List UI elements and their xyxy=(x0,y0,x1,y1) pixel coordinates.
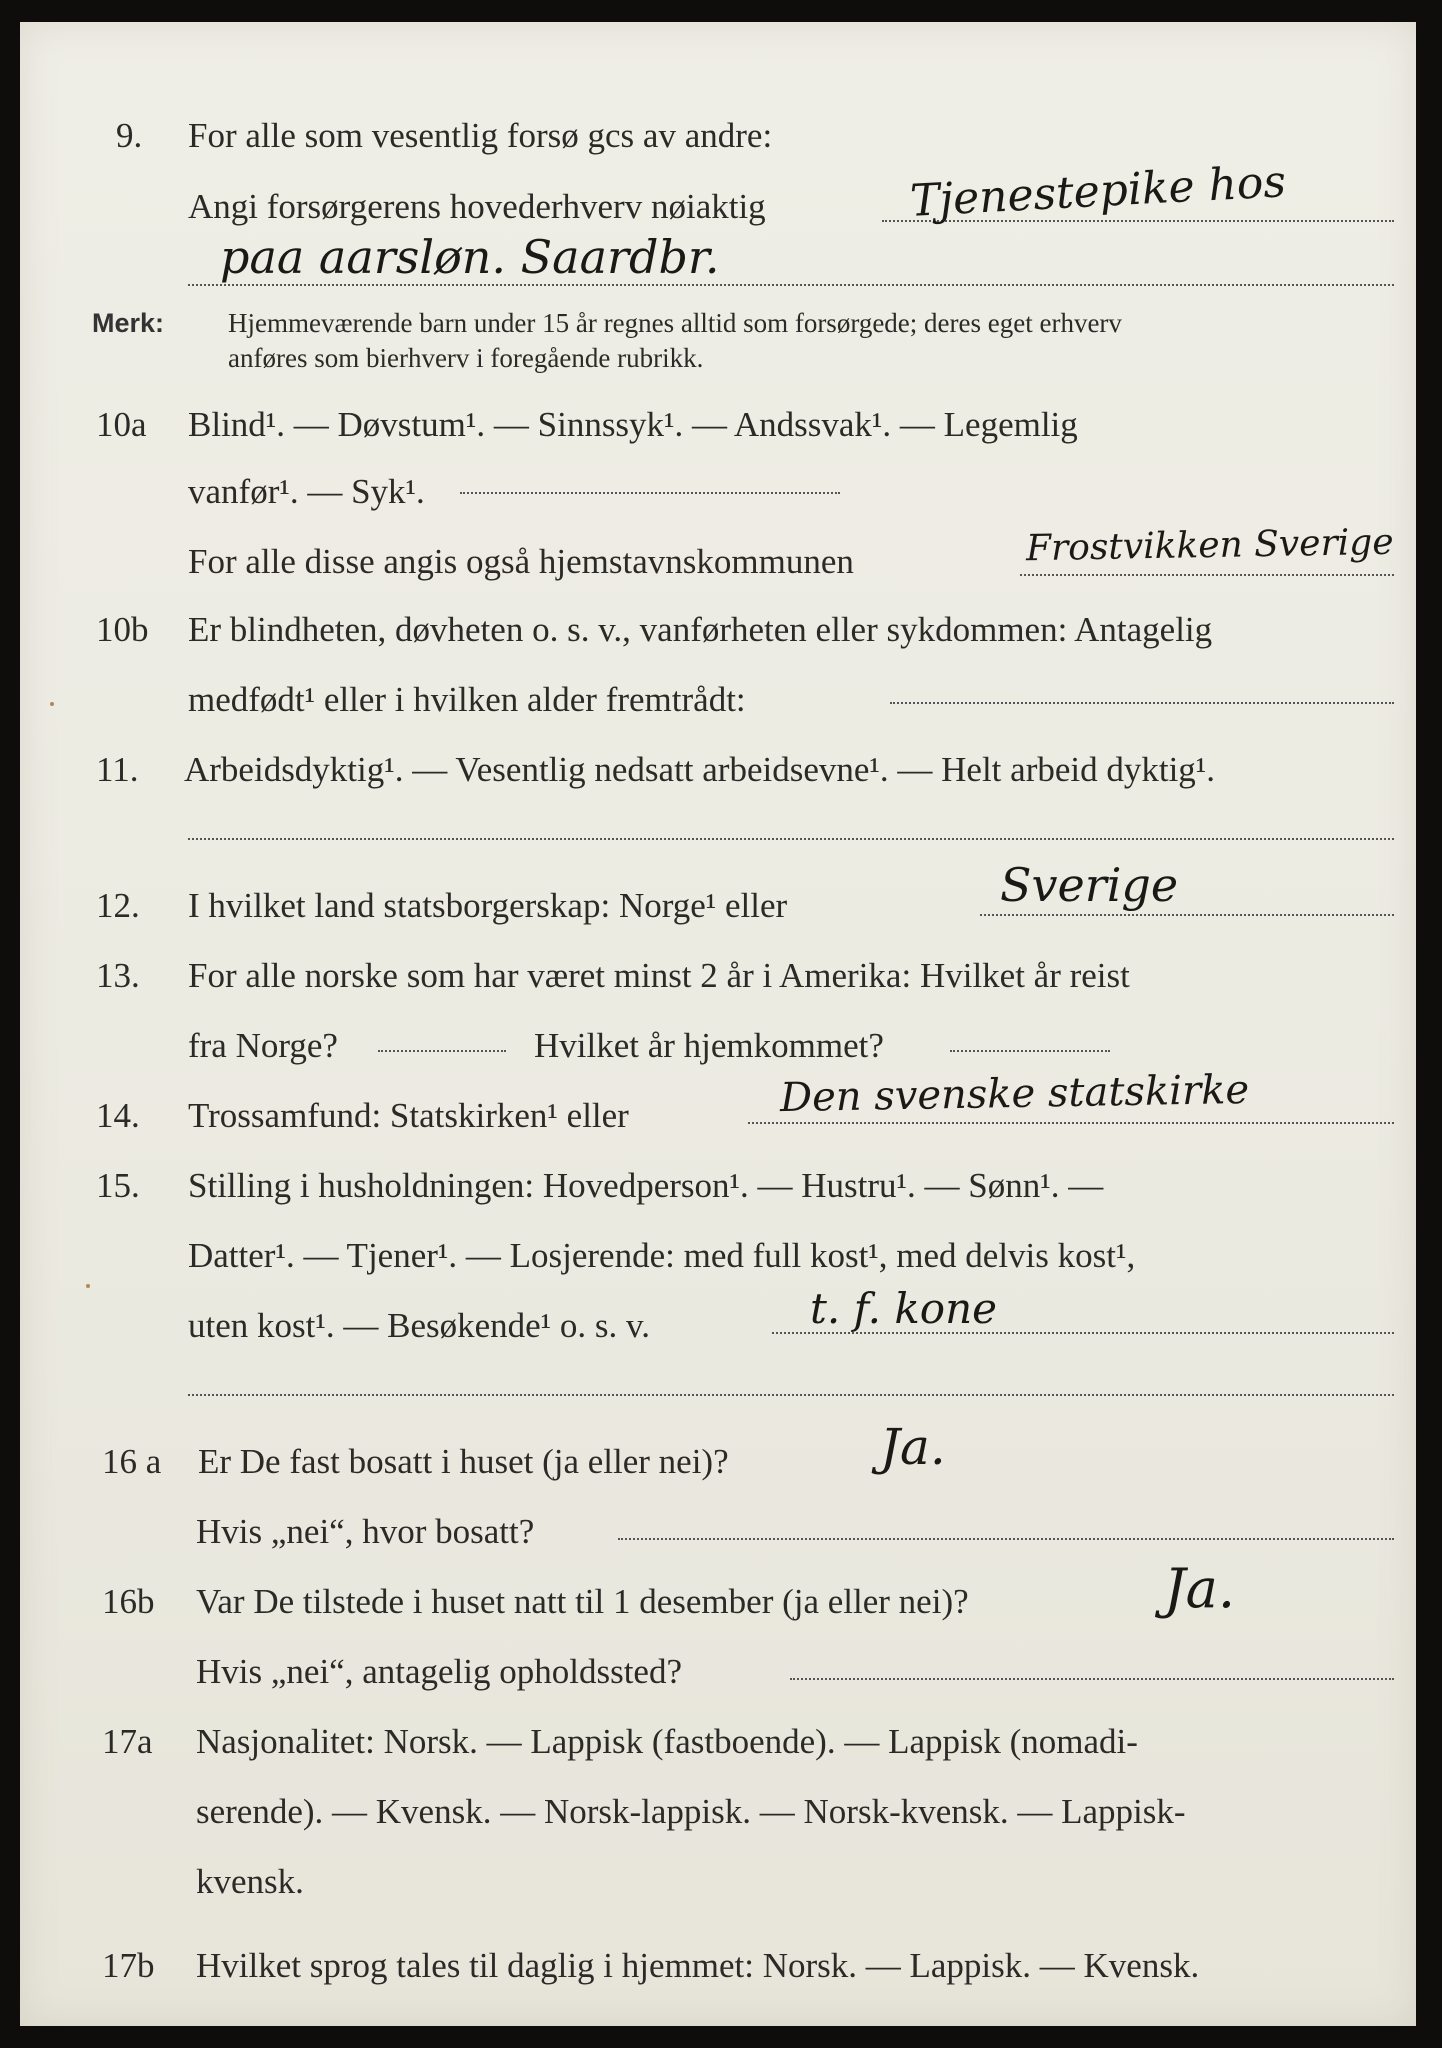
q10b-line-2: medfødt¹ eller i hvilken alder fremtrådt: xyxy=(188,680,746,719)
q16a-handwritten-answer: Ja. xyxy=(880,1418,946,1476)
q10a-number: 10a xyxy=(96,405,147,444)
paper-speck xyxy=(86,1284,90,1288)
q12-handwritten-answer: Sverige xyxy=(1000,858,1179,912)
q9-prompt: Angi forsørgerens hovederhverv nøiaktig xyxy=(188,187,766,226)
q15-line-2: Datter¹. — Tjener¹. — Losjerende: med full kost¹, med delvis kost¹, xyxy=(188,1236,1136,1275)
q12-question: I hvilket land statsborgerskap: Norge¹ eller xyxy=(188,886,788,925)
q14-question: Trossamfund: Statskirken¹ eller xyxy=(188,1096,629,1135)
census-form-page xyxy=(20,22,1416,2026)
q9-number: 9. xyxy=(116,116,143,155)
q10a-hjemstavn-line xyxy=(1020,574,1394,576)
q13-fra-norge: fra Norge? xyxy=(188,1026,338,1065)
q13-fra-norge-line xyxy=(378,1050,506,1052)
q16a-line-2: Hvis „nei“, hvor bosatt? xyxy=(196,1512,535,1551)
q17a-line-2: serende). — Kvensk. — Norsk-lappisk. — Norsk-kvensk. — Lappisk- xyxy=(196,1792,1186,1831)
q14-number: 14. xyxy=(96,1096,140,1135)
q11-question: Arbeidsdyktig¹. — Vesentlig nedsatt arbeidsevne¹. — Helt arbeid dyktig¹. xyxy=(184,750,1216,789)
q10a-answer-line xyxy=(460,492,840,494)
q10a-handwritten-answer: Frostvikken Sverige xyxy=(1025,521,1394,570)
q10b-answer-line xyxy=(890,702,1394,704)
q9-answer-line-2 xyxy=(188,284,1394,286)
q15-handwritten-answer: t. f. kone xyxy=(810,1284,997,1333)
q12-number: 12. xyxy=(96,886,140,925)
paper-speck xyxy=(50,702,54,706)
q16b-number: 16b xyxy=(102,1582,155,1621)
q10b-question: Er blindheten, døvheten o. s. v., vanførheten eller sykdommen: Antagelig xyxy=(188,610,1213,649)
q13-number: 13. xyxy=(96,956,140,995)
q16a-question: Er De fast bosatt i huset (ja eller nei)? xyxy=(198,1442,729,1481)
q15-answer-line-2 xyxy=(188,1394,1394,1396)
q10a-line-2: vanfør¹. — Syk¹. xyxy=(188,472,425,511)
q16a-number: 16 a xyxy=(102,1442,162,1481)
merk-label: Merk: xyxy=(92,308,165,338)
merk-note-2: anføres som bierhverv i foregående rubrikk. xyxy=(228,343,704,373)
q12-answer-line xyxy=(980,914,1394,916)
q16a-answer-line xyxy=(618,1538,1394,1540)
merk-note-1: Hjemmeværende barn under 15 år regnes alltid som forsørgede; deres eget erhverv xyxy=(228,308,1122,338)
q17a-number: 17a xyxy=(102,1722,153,1761)
q10a-hjemstavn-prompt: For alle disse angis også hjemstavnskommunen xyxy=(188,542,854,581)
q9-question: For alle som vesentlig forsø gcs av andre: xyxy=(188,116,773,155)
q10a-question: Blind¹. — Døvstum¹. — Sinnssyk¹. — Andssvak¹. — Legemlig xyxy=(188,405,1078,444)
q13-hjemkommet-line xyxy=(950,1050,1110,1052)
q9-handwritten-answer-1: Tjenestepike hos xyxy=(908,156,1288,227)
q10b-number: 10b xyxy=(96,610,149,649)
q15-number: 15. xyxy=(96,1166,140,1205)
q16b-answer-line xyxy=(790,1678,1394,1680)
q13-hjemkommet: Hvilket år hjemkommet? xyxy=(534,1026,884,1065)
q15-line-3: uten kost¹. — Besøkende¹ o. s. v. xyxy=(188,1306,651,1345)
q11-number: 11. xyxy=(96,750,139,789)
q14-answer-line xyxy=(748,1122,1394,1124)
q14-handwritten-answer: Den svenske statskirke xyxy=(779,1066,1250,1122)
q9-handwritten-answer-2: paa aarsløn. Saardbr. xyxy=(220,230,720,284)
q16b-handwritten-answer: Ja. xyxy=(1164,1557,1236,1620)
q16b-line-2: Hvis „nei“, antagelig opholdssted? xyxy=(196,1652,682,1691)
q17b-question: Hvilket sprog tales til daglig i hjemmet: Norsk. — Lappisk. — Kvensk. xyxy=(196,1946,1200,1985)
q17a-question: Nasjonalitet: Norsk. — Lappisk (fastboende). — Lappisk (nomadi- xyxy=(196,1722,1138,1761)
q15-question: Stilling i husholdningen: Hovedperson¹. — Hustru¹. — Sønn¹. — xyxy=(188,1166,1104,1205)
q17b-number: 17b xyxy=(102,1946,155,1985)
q16b-question: Var De tilstede i huset natt til 1 desember (ja eller nei)? xyxy=(196,1582,969,1621)
q11-answer-line xyxy=(188,838,1394,840)
q17a-line-3: kvensk. xyxy=(196,1862,304,1901)
q13-question: For alle norske som har været minst 2 år i Amerika: Hvilket år reist xyxy=(188,956,1130,995)
